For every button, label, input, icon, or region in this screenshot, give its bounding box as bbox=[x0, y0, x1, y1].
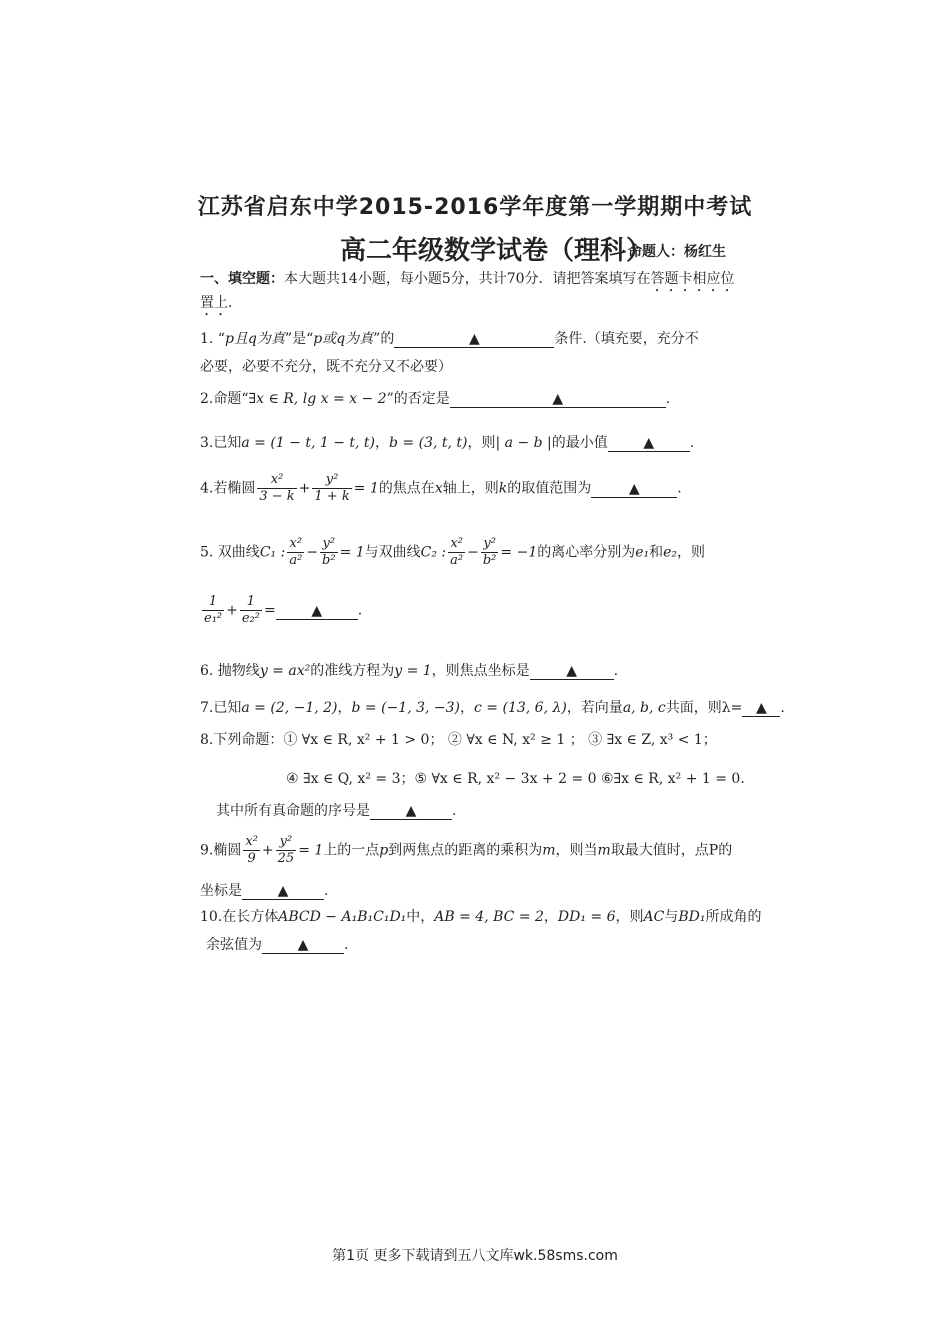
q10-answer-blank[interactable] bbox=[262, 937, 344, 954]
q4-plus: + bbox=[298, 480, 311, 497]
q4-fraction-1 bbox=[257, 472, 296, 505]
q10-math-j: BD₁ bbox=[678, 909, 706, 925]
q4-text-d: 轴上，则 bbox=[442, 480, 499, 497]
q3-text-e: ，则 bbox=[467, 435, 496, 451]
q10-math-d: AB = 4, BC = 2 bbox=[434, 909, 544, 925]
q10-text-g: ，则 bbox=[615, 909, 644, 925]
q9-text-a: 9.椭圆 bbox=[200, 842, 242, 859]
q7-text-j: . bbox=[780, 700, 785, 716]
q5-den-2: b² bbox=[322, 553, 336, 568]
q5-eq-1: = 1 bbox=[339, 544, 365, 561]
q4-text-b: 的焦点在 bbox=[378, 480, 435, 497]
q5-num-2: y² bbox=[320, 536, 338, 553]
q9-math-g: m bbox=[597, 842, 611, 859]
blank-marker-icon: ▲ bbox=[566, 663, 578, 679]
q10-text-k: 所成角的 bbox=[705, 909, 762, 925]
q5-fraction-1 bbox=[287, 536, 304, 569]
q5-fraction-5 bbox=[202, 594, 224, 627]
section-emph-a: 答题卡相应位 bbox=[650, 271, 735, 287]
q9-den-1: 9 bbox=[247, 851, 256, 866]
question-6 bbox=[200, 660, 618, 680]
q5-num-6: 1 bbox=[240, 594, 262, 611]
q2-math-b: ∃x ∈ R, lg x = x − 2 bbox=[248, 391, 387, 407]
q7-text-c: ， bbox=[337, 700, 352, 716]
q3-answer-blank[interactable] bbox=[608, 435, 690, 452]
q10-text-c: 中， bbox=[406, 909, 435, 925]
q1-text-e: ”的 bbox=[373, 331, 395, 347]
blank-marker-icon: ▲ bbox=[643, 435, 655, 451]
section-header bbox=[200, 268, 735, 295]
blank-marker-icon: ▲ bbox=[405, 803, 417, 819]
q3-math-f: | a − b | bbox=[495, 435, 552, 451]
q10-math-b: ABCD − A₁B₁C₁D₁ bbox=[278, 909, 407, 925]
exam-title: 江苏省启东中学2015-2016学年度第一学期期中考试 bbox=[197, 195, 753, 220]
section-end: ． bbox=[228, 295, 242, 311]
q5-fraction-6 bbox=[240, 594, 262, 627]
question-7 bbox=[200, 697, 785, 717]
q10-text-i: 与 bbox=[664, 909, 679, 925]
q1-math-b: p且q为真 bbox=[224, 331, 285, 347]
q10-text-l: 余弦值为 bbox=[206, 937, 262, 953]
q5-num-5: 1 bbox=[202, 594, 224, 611]
blank-marker-icon: ▲ bbox=[277, 883, 289, 899]
q5-den-6: e₂² bbox=[241, 611, 260, 626]
q7-math-h: a, b, c bbox=[622, 700, 666, 716]
page-footer: 第1页 更多下载请到五八文库wk.58sms.com bbox=[332, 1248, 618, 1264]
q5-text-d: 和 bbox=[649, 544, 664, 561]
section-emph-b: 置上 bbox=[200, 295, 228, 311]
q9-fraction-2 bbox=[276, 834, 297, 867]
q1-text-g: 必要，必要不充分，既不充分又不必要） bbox=[200, 359, 452, 375]
question-3 bbox=[200, 432, 694, 452]
q10-text-a: 10.在长方体 bbox=[200, 909, 279, 925]
question-9-cont bbox=[200, 880, 328, 900]
q4-text-a: 4.若椭圆 bbox=[200, 480, 256, 497]
question-8-cont bbox=[286, 768, 745, 788]
blank-marker-icon: ▲ bbox=[552, 391, 564, 407]
exam-subtitle: 高二年级数学试卷（理科） bbox=[340, 236, 653, 266]
q5-plus: + bbox=[226, 602, 238, 619]
q6-text-c: 的准线方程为 bbox=[310, 663, 395, 679]
exam-author: 命题人：杨红生 bbox=[628, 244, 726, 260]
q5-den-5: e₁² bbox=[204, 611, 223, 626]
q10-math-h: AC bbox=[643, 909, 665, 925]
q5-eq-2: = −1 bbox=[500, 544, 538, 561]
q5-den-3: a² bbox=[450, 553, 464, 568]
section-header-cont bbox=[200, 292, 242, 319]
q10-text-m: . bbox=[344, 937, 349, 953]
q7-answer-blank[interactable] bbox=[742, 700, 780, 717]
q5-text-c: 的离心率分别为 bbox=[537, 544, 636, 561]
question-4 bbox=[200, 472, 682, 505]
q5-minus-2: − bbox=[467, 544, 479, 561]
blank-marker-icon: ▲ bbox=[628, 480, 640, 497]
question-2 bbox=[200, 388, 670, 408]
q1-text-a: 1. “ bbox=[200, 331, 225, 347]
q4-fraction-2 bbox=[312, 472, 351, 505]
q5-feq: = bbox=[263, 602, 276, 619]
question-8 bbox=[200, 729, 717, 749]
q9-num-2: y² bbox=[276, 834, 297, 851]
q1-math-d: p或q为真 bbox=[313, 331, 374, 347]
q5-c2: C₂ : bbox=[420, 544, 447, 561]
q1-answer-blank[interactable] bbox=[394, 331, 554, 348]
q8-text-c: 其中所有真命题的序号是 bbox=[216, 803, 370, 819]
q4-text-f: 的取值范围为 bbox=[507, 480, 592, 497]
q10-math-f: DD₁ = 6 bbox=[557, 909, 616, 925]
question-5-cont bbox=[200, 594, 362, 627]
q8-text-d: . bbox=[452, 803, 457, 819]
q7-math-f: c = (13, 6, λ) bbox=[474, 700, 567, 716]
q6-answer-blank[interactable] bbox=[530, 663, 614, 680]
q3-text-h: . bbox=[689, 435, 695, 451]
q9-plus: + bbox=[261, 842, 274, 859]
q4-math-e: k bbox=[498, 480, 508, 497]
q8-answer-blank[interactable] bbox=[370, 803, 452, 820]
section-label: 一、填空题： bbox=[200, 271, 284, 287]
question-8-answer bbox=[216, 800, 456, 820]
q5-text-a: 5. 双曲线 bbox=[200, 544, 260, 561]
q9-text-i: 坐标是 bbox=[200, 883, 242, 899]
q7-math-b: a = (2, −1, 2) bbox=[241, 700, 338, 716]
question-10 bbox=[200, 906, 761, 926]
q5-fraction-3 bbox=[448, 536, 465, 569]
section-instruction: 本大题共14小题，每小题5分，共计70分．请把答案填写在 bbox=[284, 271, 651, 287]
question-1-cont bbox=[200, 356, 452, 376]
q3-text-g: 的最小值 bbox=[551, 435, 608, 451]
q5-answer-blank[interactable] bbox=[276, 603, 358, 620]
q9-text-j: . bbox=[324, 883, 329, 899]
q4-math-c: x bbox=[434, 480, 443, 497]
q9-answer-blank[interactable] bbox=[242, 883, 324, 900]
q2-text-c: ”的否定是 bbox=[386, 391, 450, 407]
q7-text-a: 7.已知 bbox=[200, 700, 242, 716]
q7-math-d: b = (−1, 3, −3) bbox=[351, 700, 461, 716]
q5-num-3: x² bbox=[448, 536, 465, 553]
q9-fraction-1 bbox=[243, 834, 260, 867]
q10-text-e: ， bbox=[543, 909, 558, 925]
q4-den-2: 1 + k bbox=[314, 489, 350, 504]
q6-text-f: . bbox=[613, 663, 619, 679]
q5-fraction-4 bbox=[481, 536, 499, 569]
q7-text-i: 共面，则λ= bbox=[665, 700, 743, 716]
q9-text-f: ，则当 bbox=[555, 842, 598, 859]
q4-text-g: . bbox=[677, 480, 682, 497]
q5-text-b: 与双曲线 bbox=[364, 544, 421, 561]
blank-marker-icon: ▲ bbox=[297, 937, 309, 953]
q2-answer-blank[interactable] bbox=[450, 391, 666, 408]
q9-math-c: p bbox=[379, 842, 389, 859]
q1-text-c: ”是“ bbox=[284, 331, 314, 347]
q5-e2: e₂ bbox=[663, 544, 678, 561]
q1-text-f: 条件.（填充要，充分不 bbox=[554, 331, 699, 347]
q5-num-1: x² bbox=[287, 536, 304, 553]
q5-fraction-2 bbox=[320, 536, 338, 569]
q5-den-1: a² bbox=[289, 553, 303, 568]
q6-math-d: y = 1 bbox=[394, 663, 432, 679]
q8-text-b: ④ ∃x ∈ Q, x² = 3；⑤ ∀x ∈ R, x² − 3x + 2 = 0 ⑥∃x ∈ R, x² + 1 = 0. bbox=[286, 771, 745, 787]
q2-text-d: . bbox=[665, 391, 671, 407]
question-5 bbox=[200, 536, 705, 569]
q9-num-1: x² bbox=[245, 834, 258, 849]
question-10-cont bbox=[206, 934, 348, 954]
q4-answer-blank[interactable] bbox=[591, 481, 677, 498]
q3-text-a: 3.已知 bbox=[200, 435, 242, 451]
q9-den-2: 25 bbox=[277, 851, 295, 866]
q5-minus-1: − bbox=[306, 544, 319, 561]
q5-end: . bbox=[357, 602, 363, 619]
blank-marker-icon: ▲ bbox=[468, 331, 480, 347]
question-1 bbox=[200, 328, 699, 348]
q6-text-a: 6. 抛物线 bbox=[200, 663, 260, 679]
q6-text-e: ，则焦点坐标是 bbox=[431, 663, 530, 679]
q3-math-d: b = (3, t, t) bbox=[389, 435, 468, 451]
q3-math-b: a = (1 − t, 1 − t, t) bbox=[241, 435, 376, 451]
q5-den-4: b² bbox=[482, 553, 497, 568]
q7-text-g: ，若向量 bbox=[566, 700, 623, 716]
blank-marker-icon: ▲ bbox=[755, 700, 767, 716]
q4-den-1: 3 − k bbox=[259, 489, 295, 504]
q3-text-c: ， bbox=[375, 435, 390, 451]
q7-text-e: ， bbox=[460, 700, 475, 716]
q5-e1: e₁ bbox=[635, 544, 650, 561]
q9-text-h: 取最大值时，点P的 bbox=[610, 842, 733, 859]
q4-num-2: y² bbox=[312, 472, 351, 489]
q9-math-e: m bbox=[542, 842, 556, 859]
q9-eq: = 1 bbox=[298, 842, 324, 859]
q9-text-d: 到两焦点的距离的乘积为 bbox=[388, 842, 543, 859]
q4-eq: = 1 bbox=[353, 480, 379, 497]
q5-num-4: y² bbox=[481, 536, 499, 553]
q5-c1: C₁ : bbox=[259, 544, 286, 561]
blank-marker-icon: ▲ bbox=[311, 602, 323, 619]
q8-text-a: 8.下列命题：① ∀x ∈ R, x² + 1 > 0； ② ∀x ∈ N, x² ≥ 1 ； ③ ∃x ∈ Z, x³ < 1； bbox=[200, 732, 717, 748]
q2-text-a: 2.命题“ bbox=[200, 391, 249, 407]
question-9 bbox=[200, 834, 732, 867]
q4-num-1: x² bbox=[257, 472, 296, 489]
q9-text-b: 上的一点 bbox=[323, 842, 380, 859]
q6-math-b: y = ax² bbox=[259, 663, 311, 679]
q5-text-e: ，则 bbox=[677, 544, 706, 561]
